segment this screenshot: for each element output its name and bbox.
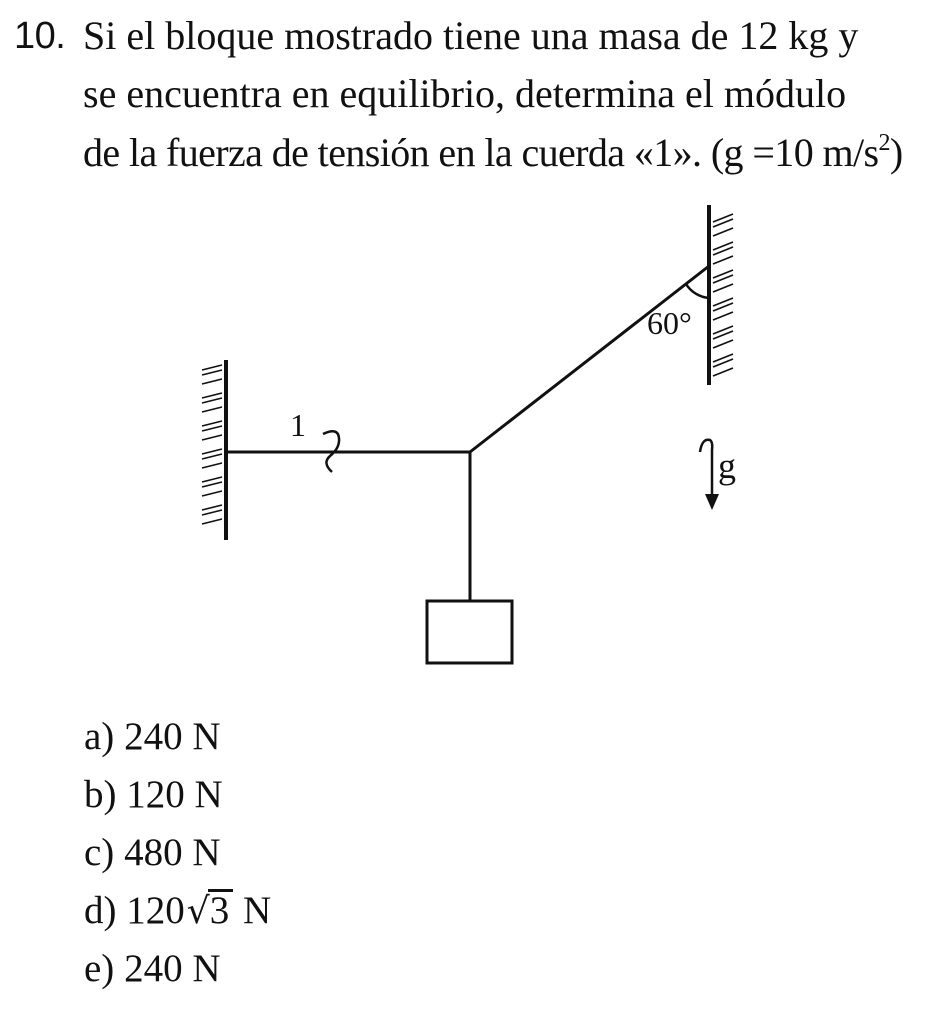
- question-line-1: Si el bloque mostrado tiene una masa de 12 kg y: [83, 13, 859, 58]
- option-value: 480 N: [124, 831, 221, 874]
- option-c[interactable]: [84, 828, 220, 878]
- sqrt-radicand: 3: [208, 889, 234, 930]
- angle-label: 60°: [647, 305, 692, 341]
- option-letter: c): [84, 831, 115, 874]
- angle-arc: [686, 284, 709, 298]
- question-line-3-text: de la fuerza de tensión en la cuerda «1». (g =10 m/s: [83, 130, 879, 175]
- gravity-label: g: [718, 446, 736, 486]
- option-letter: e): [84, 947, 115, 990]
- option-e[interactable]: [84, 944, 220, 994]
- right-wall: [709, 205, 733, 385]
- option-value: 240 N: [124, 947, 221, 990]
- option-d[interactable]: [84, 886, 271, 937]
- option-a[interactable]: [84, 712, 220, 762]
- option-b[interactable]: [84, 770, 223, 820]
- question-number: 10.: [14, 15, 66, 57]
- question-line-2: se encuentra en equilibrio, determina el módulo: [83, 71, 847, 116]
- rope-inclined: [470, 266, 709, 452]
- gravity-arrow-icon: [700, 440, 719, 510]
- rope-label: 1: [290, 407, 306, 443]
- option-value-prefix: 120: [126, 889, 185, 932]
- option-letter: d): [84, 889, 117, 932]
- exponent: 2: [878, 130, 890, 156]
- option-letter: a): [84, 715, 115, 758]
- option-letter: b): [84, 773, 117, 816]
- sqrt-icon: √: [186, 891, 210, 932]
- closing-paren: ): [889, 130, 903, 175]
- option-value: 120 N: [126, 773, 223, 816]
- left-wall: [202, 360, 226, 540]
- option-value: 240 N: [124, 715, 221, 758]
- option-value-suffix: N: [242, 889, 272, 932]
- square-root: [187, 886, 233, 937]
- block: [427, 601, 512, 663]
